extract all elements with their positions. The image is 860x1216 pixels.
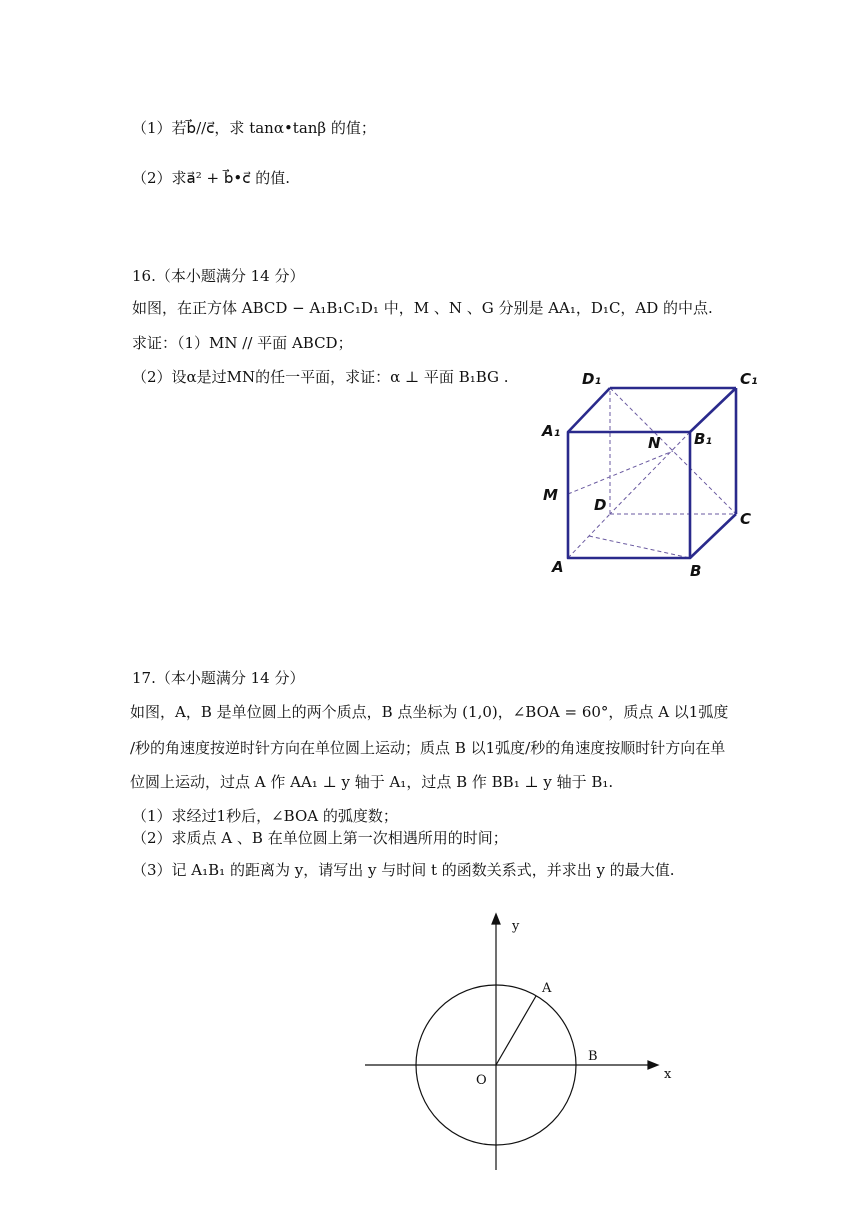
- x-axis-label: x: [664, 1067, 672, 1082]
- q17-sub2: （2）求质点 A 、B 在单位圆上第一次相遇所用的时间；: [132, 829, 508, 847]
- point-B-label: B: [588, 1049, 598, 1064]
- label-A: A: [552, 558, 564, 576]
- q16-stem: 如图，在正方体 ABCD − A₁B₁C₁D₁ 中，M 、N 、G 分别是 AA₁，D₁C，AD 的中点.: [132, 299, 713, 317]
- q17-header: 17.（本小题满分 14 分）: [132, 669, 305, 687]
- edge-A1-D1: [568, 388, 610, 432]
- cube-figure: [540, 368, 770, 588]
- q16-header: 16.（本小题满分 14 分）: [132, 267, 305, 285]
- label-D1: D₁: [582, 370, 602, 388]
- label-B1: B₁: [694, 430, 713, 448]
- label-C: C: [740, 510, 752, 528]
- origin-label: O: [476, 1073, 487, 1088]
- q15-part1: （1）若b⃗//c⃗，求 tanα•tanβ 的值；: [132, 119, 376, 137]
- label-C1: C₁: [740, 370, 758, 388]
- x-axis-arrow: [648, 1061, 658, 1069]
- radius-OA: [496, 996, 536, 1065]
- cube-visible-edges: [568, 388, 736, 558]
- y-axis-label: y: [512, 919, 520, 934]
- q17-stem-line3: 位圆上运动，过点 A 作 AA₁ ⊥ y 轴于 A₁，过点 B 作 BB₁ ⊥ y 轴于 B₁.: [130, 773, 614, 791]
- y-axis-arrow: [492, 914, 500, 924]
- q17-stem-line2: /秒的角速度按逆时针方向在单位圆上运动；质点 B 以1弧度/秒的角速度按顺时针方向在单: [130, 739, 726, 757]
- q17-sub1: （1）求经过1秒后，∠BOA 的弧度数；: [132, 807, 398, 825]
- label-B: B: [690, 562, 702, 580]
- label-N: N: [648, 434, 661, 452]
- unit-circle-figure: [360, 908, 700, 1178]
- label-M: M: [543, 486, 558, 504]
- q17-sub3: （3）记 A₁B₁ 的距离为 y，请写出 y 与时间 t 的函数关系式，并求出 y 的最大值.: [132, 861, 675, 879]
- edge-B1-C1: [690, 388, 736, 432]
- q17-stem-line1: 如图，A，B 是单位圆上的两个质点，B 点坐标为 (1,0)，∠BOA = 60°，质点 A 以1弧度: [130, 703, 729, 721]
- label-D: D: [594, 496, 607, 514]
- q15-part2: （2）求a⃗² + b⃗•c⃗ 的值.: [132, 169, 291, 187]
- q16-proof1: 求证：（1）MN // 平面 ABCD；: [132, 334, 353, 352]
- edge-B-C: [690, 514, 736, 558]
- line-G-B: [589, 536, 690, 558]
- point-A-label: A: [542, 981, 552, 996]
- q16-proof2: （2）设α是过MN的任一平面，求证：α ⊥ 平面 B₁BG .: [132, 368, 509, 386]
- label-A1: A₁: [542, 422, 561, 440]
- line-M-N: [568, 451, 673, 494]
